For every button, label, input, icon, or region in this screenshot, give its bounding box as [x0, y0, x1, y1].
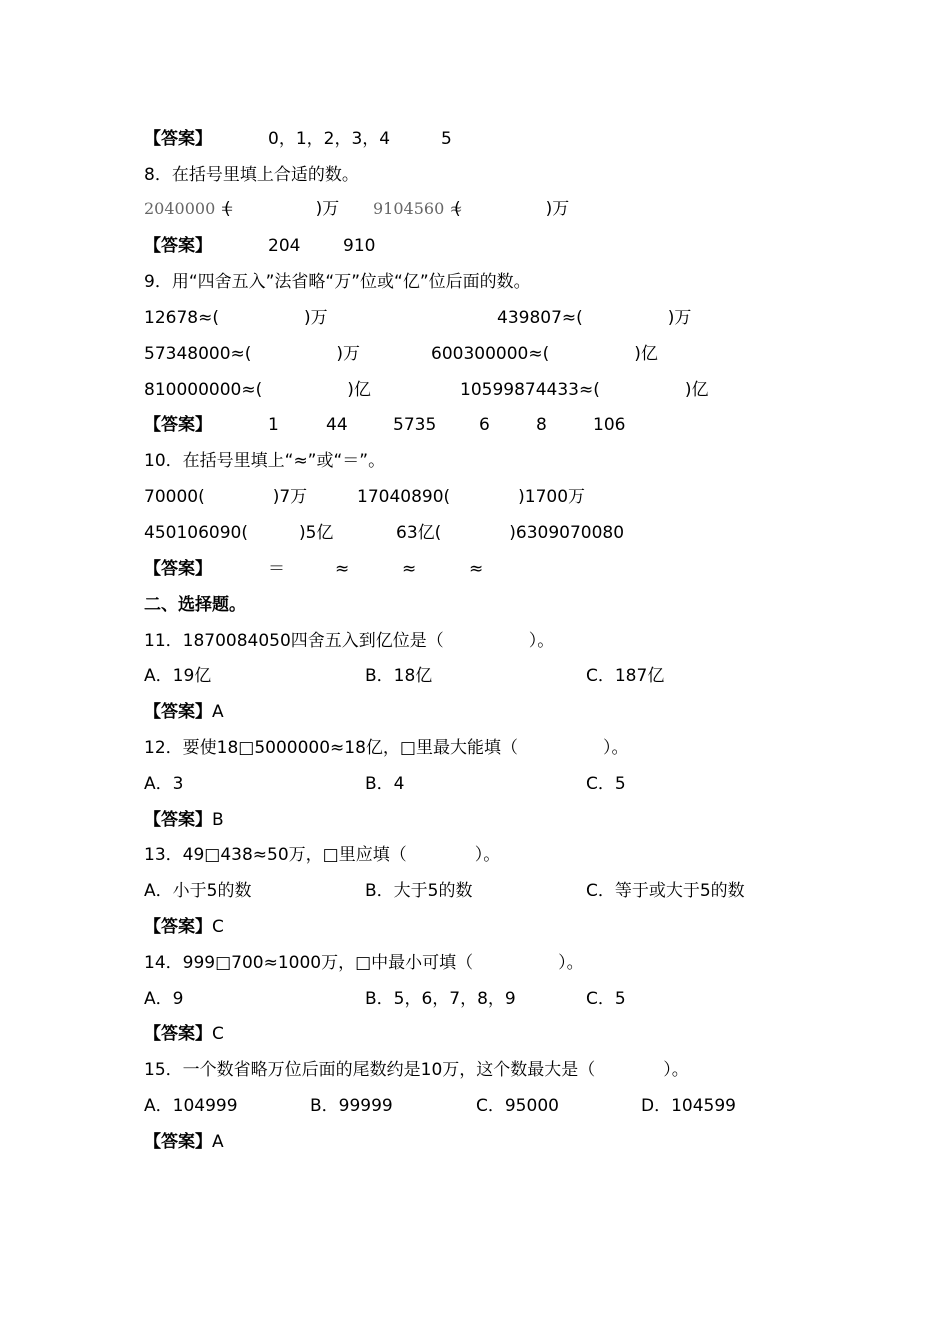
answer-tag: 【答案】 — [144, 129, 212, 149]
answer-value: 106 — [593, 415, 626, 435]
option-a: A．3 — [144, 774, 184, 794]
option-a: A．9 — [144, 989, 184, 1009]
answer-value: 44 — [326, 415, 348, 435]
option-a: A．19亿 — [144, 666, 212, 686]
answer-tag: 【答案】 — [144, 236, 212, 256]
option-c: C．等于或大于5的数 — [586, 881, 745, 901]
answer-value: 5735 — [393, 415, 437, 435]
option-b: B．大于5的数 — [365, 881, 473, 901]
question-title: 15．一个数省略万位后面的尾数约是10万，这个数最大是（ ）。 — [144, 1060, 689, 1080]
question-item: 10599874433≈( )亿 — [460, 380, 709, 400]
option-b: B．99999 — [310, 1096, 393, 1116]
answer-label — [144, 128, 212, 150]
answer-tag: 【答案】 — [144, 415, 212, 435]
question-item: 439807≈( )万 — [497, 308, 692, 328]
option-b: B．4 — [365, 774, 405, 794]
question-number: 2040000 = — [144, 199, 234, 218]
question-title: 9．用“四舍五入”法省略“万”位或“亿”位后面的数。 — [144, 272, 531, 292]
question-title: 10．在括号里填上“≈”或“＝”。 — [144, 451, 386, 471]
answer-value: 910 — [343, 236, 376, 256]
answer-line — [144, 701, 224, 723]
answer-value: 204 — [268, 236, 301, 256]
answer-line — [144, 1023, 224, 1045]
question-blank: ( )万 — [224, 199, 340, 219]
answer-value: 8 — [536, 415, 547, 435]
answer-value: B — [212, 810, 224, 830]
question-item: 57348000≈( )万 — [144, 344, 361, 364]
option-b: B．18亿 — [365, 666, 433, 686]
question-blank: ( )万 — [454, 199, 570, 219]
option-c: C．95000 — [476, 1096, 559, 1116]
question-title: 11．1870084050四舍五入到亿位是（ ）。 — [144, 631, 555, 651]
answer-tag: 【答案】 — [144, 702, 212, 722]
answer-value: 5 — [441, 129, 452, 149]
question-item: 810000000≈( )亿 — [144, 380, 371, 400]
option-b: B．5，6，7，8，9 — [365, 989, 516, 1009]
question-item: 450106090( )5亿 — [144, 523, 334, 543]
answer-value: ＝ — [268, 559, 285, 579]
answer-value: A — [212, 702, 224, 722]
question-title: 8．在括号里填上合适的数。 — [144, 165, 359, 185]
answer-tag: 【答案】 — [144, 559, 212, 579]
question-item: 70000( )7万 — [144, 487, 308, 507]
answer-value: C — [212, 917, 224, 937]
option-a: A．104999 — [144, 1096, 238, 1116]
option-c: C．5 — [586, 774, 626, 794]
answer-value: 1 — [268, 415, 279, 435]
question-number: 9104560 ≈ — [373, 199, 463, 218]
answer-tag: 【答案】 — [144, 1132, 212, 1152]
answer-tag: 【答案】 — [144, 1024, 212, 1044]
answer-line — [144, 916, 224, 938]
answer-value: ≈ — [402, 559, 417, 579]
question-title: 13．49□438≈50万，□里应填（ ）。 — [144, 845, 501, 865]
question-item: 17040890( )1700万 — [357, 487, 586, 507]
question-item: 12678≈( )万 — [144, 308, 328, 328]
question-title: 12．要使18□5000000≈18亿，□里最大能填（ ）。 — [144, 738, 629, 758]
question-item: 63亿( )6309070080 — [396, 523, 625, 543]
answer-tag: 【答案】 — [144, 917, 212, 937]
answer-value: 6 — [479, 415, 490, 435]
answer-line — [144, 1131, 224, 1153]
question-title: 14．999□700≈1000万，□中最小可填（ ）。 — [144, 953, 584, 973]
question-item: 600300000≈( )亿 — [431, 344, 658, 364]
answer-value: A — [212, 1132, 224, 1152]
section-heading: 二、选择题。 — [144, 595, 246, 615]
option-c: C．187亿 — [586, 666, 665, 686]
answer-value: C — [212, 1024, 224, 1044]
option-a: A．小于5的数 — [144, 881, 252, 901]
answer-value: ≈ — [469, 559, 484, 579]
answer-value: ≈ — [335, 559, 350, 579]
option-d: D．104599 — [641, 1096, 736, 1116]
answer-tag: 【答案】 — [144, 810, 212, 830]
answer-line — [144, 809, 224, 831]
answer-value: 0，1，2，3，4 — [268, 129, 391, 149]
option-c: C．5 — [586, 989, 626, 1009]
